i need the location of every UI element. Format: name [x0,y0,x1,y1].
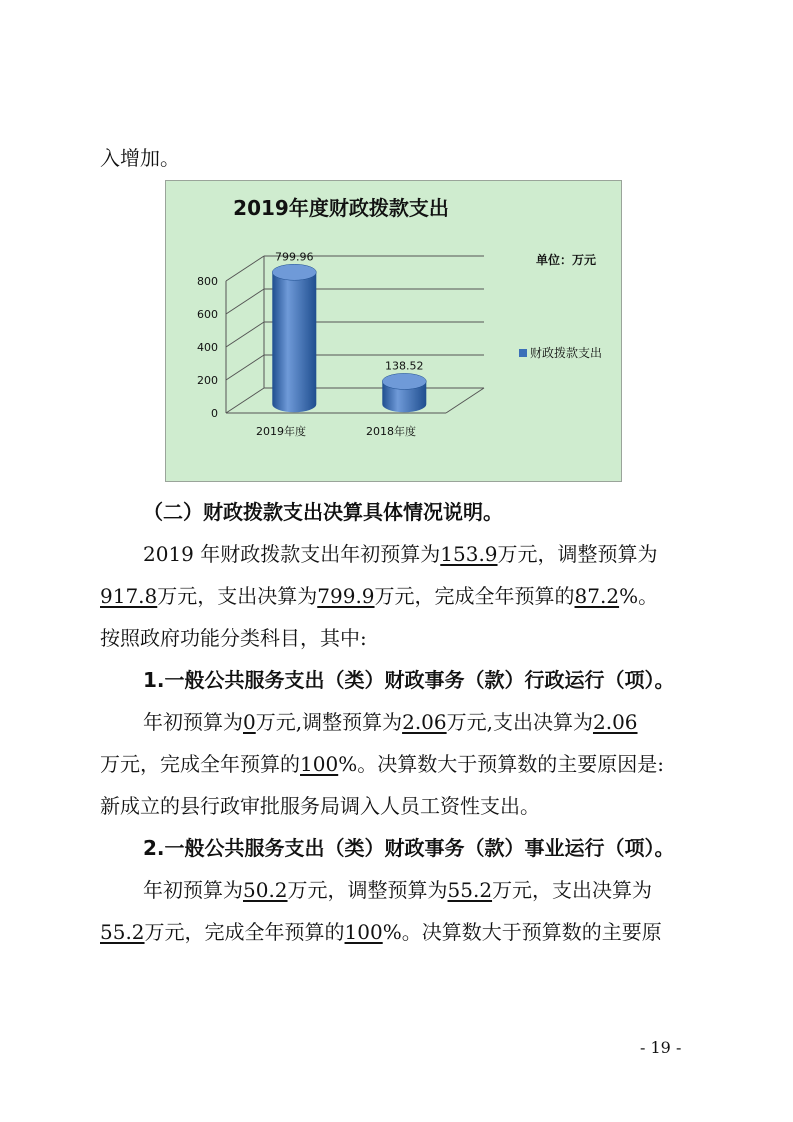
gridline-diagonal [226,355,264,380]
text-span: 年初预算为 [143,878,243,902]
page-number: - 19 - [640,1038,682,1057]
underlined-value: 100 [300,752,339,776]
underlined-value: 55.2 [100,920,145,944]
y-tick-label: 200 [197,374,218,387]
x-tick-label: 2019年度 [256,425,306,438]
data-label: 799.96 [275,250,314,264]
underlined-value: 50.2 [243,878,288,902]
text-span: %。决算数大于预算数的主要原因是: [338,752,664,776]
y-tick-label: 600 [197,308,218,321]
underlined-value: 2.06 [592,710,638,734]
underlined-value: 0 [243,710,256,734]
legend-label: 财政拨款支出 [530,346,603,360]
underlined-value: 100 [344,920,383,944]
paragraph-3-line-1 [143,878,652,902]
text-span: 万元，完成全年预算的 [374,584,575,608]
text-span: 万元，调整预算为 [287,878,448,902]
text-span: %。 [619,584,659,608]
bar-cylinder-top [382,373,426,389]
underlined-value: 153.9 [440,542,498,566]
item-heading-2: 2.一般公共服务支出（类）财政事务（款）事业运行（项）。 [143,836,675,860]
paragraph-1-line-1 [143,542,658,566]
bar-chart [165,180,622,482]
paragraph-1-line-3: 按照政府功能分类科目，其中: [100,626,367,650]
underlined-value: 55.2 [447,878,493,902]
bar-cylinder [272,272,316,412]
gridline-diagonal [226,322,264,347]
text-span: 万元，完成全年预算的 [100,752,300,776]
data-label: 138.52 [385,359,424,373]
text-line-continuation: 入增加。 [100,146,180,170]
text-span: 万元，支出决算为 [157,584,318,608]
gridline-diagonal [226,289,264,314]
underlined-value: 917.8 [100,584,158,608]
text-span: 2019 年财政拨款支出年初预算为 [143,542,441,566]
x-tick-label: 2018年度 [366,425,416,438]
paragraph-2-line-1 [143,710,638,734]
gridline-diagonal [226,388,264,413]
text-span: 万元，完成全年预算的 [144,920,345,944]
underlined-value: 2.06 [402,710,447,734]
chart-title: 2019年度财政拨款支出 [233,196,449,220]
legend-swatch [519,349,527,357]
paragraph-3-line-2 [100,920,662,944]
paragraph-2-line-2 [100,752,664,776]
chart-svg [166,181,623,483]
y-tick-label: 0 [211,407,218,420]
bar-cylinder-top [272,264,316,280]
paragraph-2-line-3: 新成立的县行政审批服务局调入人员工资性支出。 [100,794,540,818]
y-tick-label: 800 [197,275,218,288]
gridline-diagonal [226,256,264,281]
text-span: 万元,调整预算为 [255,710,403,734]
item-heading-1: 1.一般公共服务支出（类）财政事务（款）行政运行（项）。 [143,668,675,692]
text-span: 万元，支出决算为 [492,878,653,902]
text-span: 万元,支出决算为 [446,710,593,734]
underlined-value: 799.9 [317,584,375,608]
floor-right-edge [446,388,484,413]
text-span: %。决算数大于预算数的主要原 [382,920,662,944]
text-span: 年初预算为 [143,710,243,734]
section-heading-2: （二）财政拨款支出决算具体情况说明。 [143,500,503,524]
chart-unit-note: 单位：万元 [536,253,597,267]
underlined-value: 87.2 [574,584,620,608]
paragraph-1-line-2 [100,584,658,608]
text-span: 万元，调整预算为 [497,542,658,566]
y-tick-label: 400 [197,341,218,354]
